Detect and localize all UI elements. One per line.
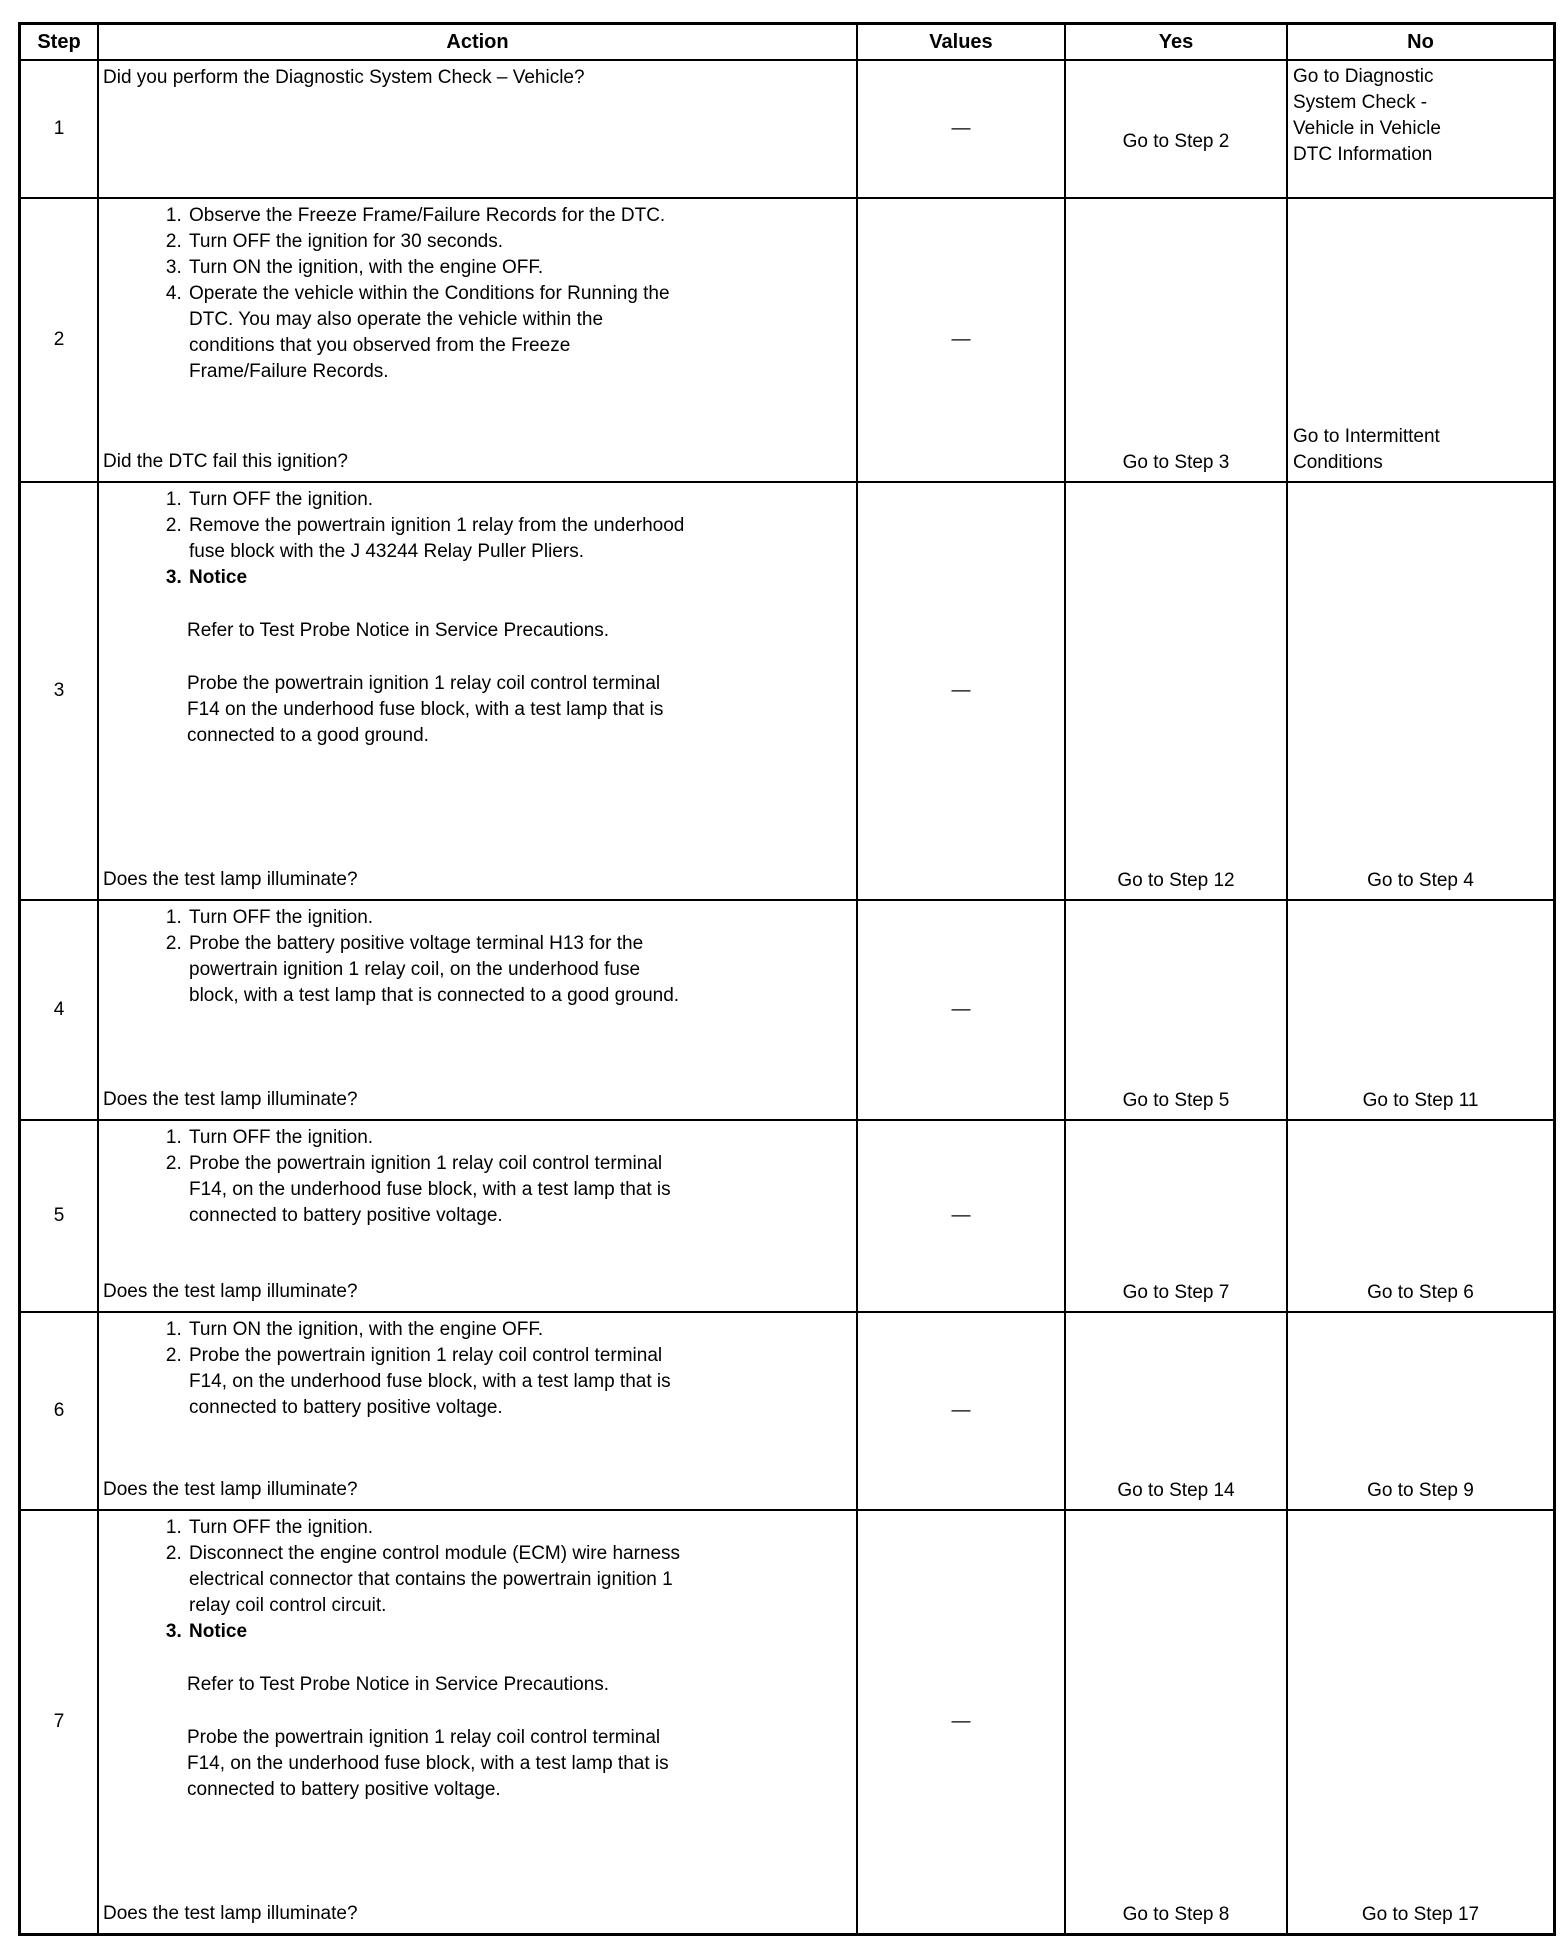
action-question: Does the test lamp illuminate?	[103, 869, 358, 890]
action-question: Does the test lamp illuminate?	[103, 1089, 358, 1110]
column-header-no: No	[1288, 25, 1553, 61]
action-question: Did the DTC fail this ignition?	[103, 451, 348, 472]
yes-cell	[1066, 1313, 1288, 1511]
action-list-item: 1. Turn ON the ignition, with the engine OFF.	[187, 1317, 692, 1343]
action-list-item: 2. Turn OFF the ignition for 30 seconds.	[187, 229, 692, 255]
action-cell	[99, 61, 858, 199]
no-text: Go to Step 6	[1367, 1282, 1474, 1303]
column-header-step: Step	[21, 25, 99, 61]
yes-cell	[1066, 483, 1288, 901]
action-list-item: 2. Disconnect the engine control module (ECM) wire harness electrical connector that contains the powertrain ignition 1 relay coil control circuit.	[187, 1541, 692, 1619]
action-cell	[99, 901, 858, 1121]
column-header-action: Action	[99, 25, 858, 61]
yes-text: Go to Step 12	[1117, 870, 1235, 891]
values-cell	[858, 483, 1066, 901]
yes-text: Go to Step 3	[1122, 452, 1230, 473]
action-list	[103, 487, 850, 591]
no-text: Go to Step 9	[1367, 1480, 1474, 1501]
no-cell	[1288, 1511, 1553, 1933]
step-cell	[21, 1313, 99, 1511]
yes-cell	[1066, 61, 1288, 199]
no-text: Go to Diagnostic System Check - Vehicle in Vehicle DTC Information	[1293, 66, 1441, 165]
step-cell	[21, 199, 99, 483]
step-number: 5	[53, 1205, 65, 1226]
step-cell	[21, 61, 99, 199]
values-cell	[858, 61, 1066, 199]
action-list	[103, 1317, 850, 1421]
yes-cell	[1066, 1121, 1288, 1313]
action-question: Does the test lamp illuminate?	[103, 1281, 358, 1302]
step-cell	[21, 483, 99, 901]
no-text: Go to Intermittent Conditions	[1293, 426, 1440, 473]
yes-cell	[1066, 1511, 1288, 1933]
yes-text: Go to Step 2	[1122, 131, 1230, 152]
yes-text: Go to Step 5	[1122, 1090, 1230, 1111]
action-list-item: 1. Turn OFF the ignition.	[187, 1125, 692, 1151]
action-list-item: 3. Notice	[187, 565, 692, 591]
no-text: Go to Step 11	[1362, 1090, 1479, 1111]
values-text: —	[951, 680, 971, 701]
action-cell	[99, 483, 858, 901]
step-number: 2	[53, 329, 65, 350]
action-list-item: 3. Turn ON the ignition, with the engine OFF.	[187, 255, 692, 281]
action-cell	[99, 199, 858, 483]
action-list	[103, 905, 850, 1009]
no-cell	[1288, 1313, 1553, 1511]
action-question: Does the test lamp illuminate?	[103, 1479, 358, 1500]
yes-cell	[1066, 901, 1288, 1121]
action-paragraph: Refer to Test Probe Notice in Service Precautions.	[187, 1674, 610, 1695]
no-cell	[1288, 199, 1553, 483]
action-list-item: 2. Probe the powertrain ignition 1 relay coil control terminal F14, on the underhood fuse block, with a test lamp that is connected to battery positive voltage.	[187, 1151, 692, 1229]
action-cell	[99, 1511, 858, 1933]
no-cell	[1288, 61, 1553, 199]
values-text: —	[951, 329, 971, 350]
column-header-yes: Yes	[1066, 25, 1288, 61]
action-paragraph: Probe the powertrain ignition 1 relay coil control terminal F14, on the underhood fuse block, with a test lamp that is connected to battery positive voltage.	[187, 1727, 669, 1800]
action-list-item: 1. Turn OFF the ignition.	[187, 487, 692, 513]
no-text: Go to Step 17	[1361, 1904, 1480, 1925]
values-cell	[858, 1313, 1066, 1511]
action-list-item: 1. Turn OFF the ignition.	[187, 1515, 692, 1541]
action-list-item: 3. Notice	[187, 1619, 692, 1645]
values-text: —	[951, 1205, 971, 1226]
action-list	[103, 203, 850, 385]
action-list-item: 2. Probe the powertrain ignition 1 relay coil control terminal F14, on the underhood fuse block, with a test lamp that is connected to battery positive voltage.	[187, 1343, 692, 1421]
action-list-item: 2. Probe the battery positive voltage terminal H13 for the powertrain ignition 1 relay coil, on the underhood fuse block, with a test lamp that is connected to a good ground.	[187, 931, 692, 1009]
action-list	[103, 1125, 850, 1229]
action-cell	[99, 1121, 858, 1313]
values-cell	[858, 199, 1066, 483]
action-list	[103, 1515, 850, 1645]
action-list-item: 1. Observe the Freeze Frame/Failure Records for the DTC.	[187, 203, 692, 229]
no-text: Go to Step 4	[1367, 870, 1474, 891]
action-paragraph: Refer to Test Probe Notice in Service Precautions.	[187, 620, 610, 641]
action-paragraph: Did you perform the Diagnostic System Check – Vehicle?	[103, 67, 585, 88]
column-header-values: Values	[858, 25, 1066, 61]
action-paragraph: Probe the powertrain ignition 1 relay coil control terminal F14 on the underhood fuse block, with a test lamp that is connected to a good ground.	[187, 673, 664, 746]
step-number: 1	[53, 118, 65, 139]
action-list-item: 2. Remove the powertrain ignition 1 relay from the underhood fuse block with the J 43244 Relay Puller Pliers.	[187, 513, 692, 565]
step-number: 7	[53, 1711, 65, 1732]
yes-text: Go to Step 7	[1122, 1282, 1230, 1303]
step-number: 3	[53, 680, 65, 701]
values-text: —	[951, 1711, 971, 1732]
no-cell	[1288, 901, 1553, 1121]
action-question: Does the test lamp illuminate?	[103, 1903, 358, 1924]
values-text: —	[951, 1400, 971, 1421]
values-text: —	[951, 999, 971, 1020]
no-cell	[1288, 1121, 1553, 1313]
yes-text: Go to Step 14	[1117, 1480, 1235, 1501]
step-number: 4	[53, 999, 65, 1020]
values-text: —	[951, 118, 971, 139]
step-cell	[21, 901, 99, 1121]
values-cell	[858, 901, 1066, 1121]
diagnostic-table	[18, 22, 1556, 1936]
no-cell	[1288, 483, 1553, 901]
values-cell	[858, 1121, 1066, 1313]
step-number: 6	[53, 1400, 65, 1421]
yes-cell	[1066, 199, 1288, 483]
action-list-item: 1. Turn OFF the ignition.	[187, 905, 692, 931]
action-list-item: 4. Operate the vehicle within the Conditions for Running the DTC. You may also operate the vehicle within the conditions that you observed from the Freeze Frame/Failure Records.	[187, 281, 692, 385]
yes-text: Go to Step 8	[1122, 1904, 1230, 1925]
step-cell	[21, 1121, 99, 1313]
values-cell	[858, 1511, 1066, 1933]
step-cell	[21, 1511, 99, 1933]
action-cell	[99, 1313, 858, 1511]
